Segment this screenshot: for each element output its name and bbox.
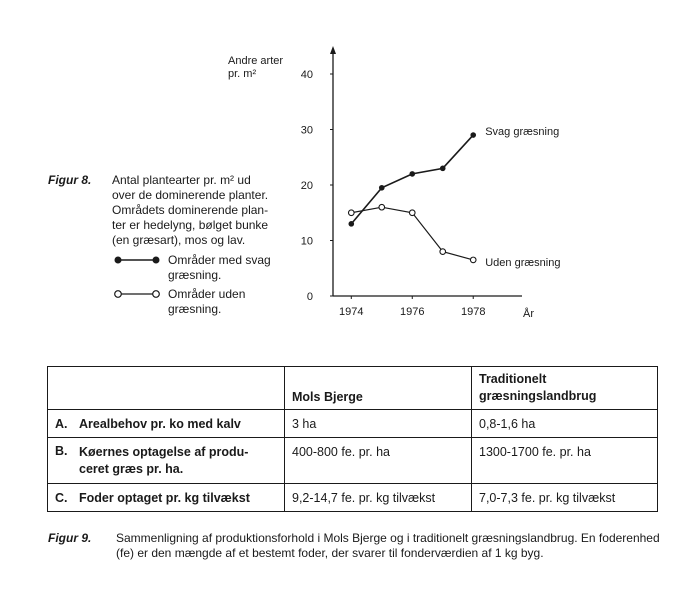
data-point-open (379, 204, 385, 210)
data-point-filled (348, 221, 354, 227)
data-point-filled (409, 171, 415, 177)
row-label-b (48, 438, 285, 484)
figure-8-label: Figur 8. (48, 173, 92, 187)
y-axis-arrow-icon (330, 46, 336, 54)
row-label-a (48, 410, 285, 438)
header-mols-bjerge: Mols Bjerge (285, 367, 472, 410)
cell-mols: 3 ha (285, 410, 472, 438)
data-point-filled (470, 132, 476, 138)
table-row (48, 410, 658, 438)
y-axis-label: Andre arter (228, 55, 284, 67)
legend-label: græsning. (168, 302, 222, 316)
y-tick-label: 20 (300, 180, 313, 192)
cell-trad: 7,0-7,3 fe. pr. kg tilvækst (472, 484, 658, 512)
production-table (47, 366, 658, 512)
row-label-text: Køernes optagelse af produ- ceret græs pr. ha. (79, 444, 249, 476)
table-header-row (48, 367, 658, 410)
caption-line: over de dominerende planter. (112, 188, 269, 202)
y-axis-label-unit: pr. m² (228, 68, 257, 80)
caption-line: Antal plantearter pr. m² ud (112, 173, 251, 187)
row-letter: B. (55, 443, 68, 458)
legend-label: Områder uden (168, 287, 246, 301)
x-axis-label: År (523, 308, 534, 320)
header-traditionelt: Traditionelt græsningslandbrug (472, 367, 658, 410)
caption-line: ter er hedelyng, bølget bunke (112, 218, 269, 232)
data-point-filled (440, 166, 446, 172)
legend-filled-marker-icon (112, 254, 162, 266)
data-point-open (470, 257, 476, 263)
line-chart (220, 40, 620, 330)
y-tick-label: 30 (300, 124, 313, 137)
row-label-text: Foder optaget pr. kg tilvækst (79, 490, 250, 505)
x-tick-label: 1976 (400, 306, 425, 318)
caption-line: Områdets dominerende plan- (112, 203, 269, 217)
data-point-filled (379, 185, 385, 191)
legend-label: Områder med svag (168, 253, 271, 267)
series-label: Svag græsning (485, 126, 560, 139)
row-letter: A. (55, 416, 68, 431)
table-row (48, 484, 658, 512)
y-tick-label: 0 (306, 291, 313, 303)
cell-trad: 1300-1700 fe. pr. ha (472, 438, 658, 484)
row-letter: C. (55, 490, 68, 505)
legend-label: græsning. (168, 268, 222, 282)
series-label: Uden græsning (485, 256, 561, 269)
caption-line: (en græsart), mos og lav. (112, 233, 246, 247)
cell-mols: 400-800 fe. pr. ha (285, 438, 472, 484)
table-row (48, 438, 658, 484)
y-tick-label: 40 (300, 69, 313, 81)
legend-open-marker-icon (112, 288, 162, 300)
x-tick-label: 1978 (460, 306, 486, 318)
row-label-text: Arealbehov pr. ko med kalv (79, 416, 241, 431)
figure-9-caption: Sammenligning af produktionsforhold i Mols Bjerge og i traditionelt græsningslandbrug. En foderenhed (fe) er den mængde af et bestemt foder, der svarer til fonderværdien af 1 kg byg. (116, 531, 660, 560)
chart-axes (228, 46, 534, 320)
data-point-open (348, 210, 354, 216)
row-label-c (48, 484, 285, 512)
cell-mols: 9,2-14,7 fe. pr. kg tilvækst (285, 484, 472, 512)
x-tick-label: 1974 (339, 306, 364, 318)
data-point-open (440, 249, 446, 255)
data-point-open (409, 210, 415, 216)
figure-9-label: Figur 9. (48, 531, 92, 545)
y-tick-label: 10 (300, 235, 313, 248)
header-empty (48, 367, 285, 410)
cell-trad: 0,8-1,6 ha (472, 410, 658, 438)
